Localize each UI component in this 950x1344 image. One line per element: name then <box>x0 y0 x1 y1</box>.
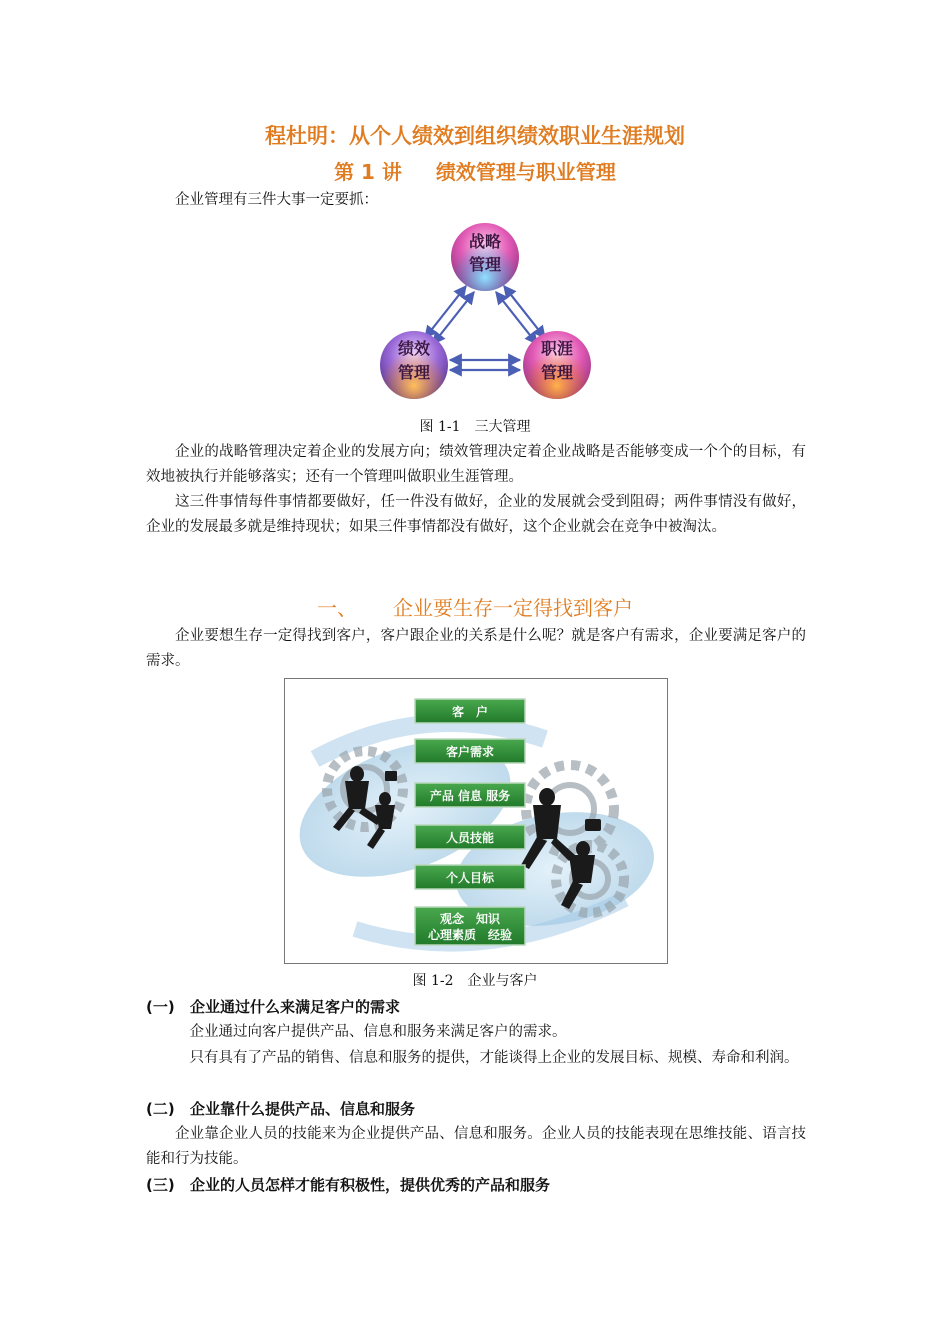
paragraph: 这三件事情每件事情都要做好，任一件没有做好，企业的发展就会受到阻碍；两件事情没有做好，企业的发展最多就是维持现状；如果三件事情都没有做好，这个企业就会在竞争中被淘汰。 <box>146 494 806 535</box>
subsection-heading <box>146 1174 550 1195</box>
subsection-number: (二) <box>146 1100 175 1118</box>
enterprise-customer-diagram <box>284 678 668 964</box>
box-product-info-service: 产品 信息 服务 <box>429 789 511 803</box>
box-customer: 客 户 <box>451 705 489 719</box>
node-career-line1: 职涯 <box>540 339 574 358</box>
node-strategy-line1: 战略 <box>468 232 502 251</box>
box-customer-needs: 客户需求 <box>445 745 495 759</box>
paragraph: 只有具有了产品的销售、信息和服务的提供，才能谈得上企业的发展目标、规模、寿命和利润。 <box>189 1050 799 1066</box>
box-personal-goals: 个人目标 <box>445 871 495 885</box>
figure1-caption: 图 1-1 三大管理 <box>419 419 531 435</box>
paragraph: 企业靠企业人员的技能来为企业提供产品、信息和服务。企业人员的技能表现在思维技能、语言技能和行为技能。 <box>146 1126 806 1167</box>
node-strategy-line2: 管理 <box>468 255 502 274</box>
document-title: 程杜明：从个人绩效到组织绩效职业生涯规划 <box>265 124 685 148</box>
node-performance-line1: 绩效 <box>397 339 431 358</box>
subsection-title: 企业的人员怎样才能有积极性，提供优秀的产品和服务 <box>190 1176 551 1194</box>
section-title: 企业要生存一定得找到客户 <box>393 596 633 620</box>
figure2-caption: 图 1-2 企业与客户 <box>412 973 538 989</box>
subsection-number: (三) <box>146 1176 175 1194</box>
node-strategy <box>451 223 519 291</box>
three-management-diagram <box>370 220 600 402</box>
lecture-number: 第 1 讲 <box>334 160 402 184</box>
node-performance <box>380 331 448 399</box>
subsection-heading <box>146 996 400 1017</box>
node-career <box>523 331 591 399</box>
node-performance-line2: 管理 <box>397 363 431 382</box>
paragraph: 企业要想生存一定得找到客户，客户跟企业的关系是什么呢？就是客户有需求，企业要满足客户的需求。 <box>146 628 806 669</box>
section-heading <box>0 592 950 621</box>
subsection-title: 企业靠什么提供产品、信息和服务 <box>190 1100 416 1118</box>
paragraph: 企业的战略管理决定着企业的发展方向；绩效管理决定着企业战略是否能够变成一个个的目标，有效地被执行并能够落实；还有一个管理叫做职业生涯管理。 <box>146 444 806 485</box>
section-number: 一、 <box>317 596 357 620</box>
node-career-line2: 管理 <box>540 363 574 382</box>
box-staff-skills: 人员技能 <box>445 831 495 845</box>
subsection-title: 企业通过什么来满足客户的需求 <box>190 998 401 1016</box>
intro-text: 企业管理有三件大事一定要抓： <box>175 192 378 208</box>
box-concepts-knowledge: 观念 知识 <box>439 912 501 926</box>
subsection-number: (一) <box>146 998 175 1016</box>
lecture-name: 绩效管理与职业管理 <box>435 160 616 184</box>
lecture-title <box>0 156 950 185</box>
box-psychology-experience: 心理素质 经验 <box>427 928 513 942</box>
paragraph: 企业通过向客户提供产品、信息和服务来满足客户的需求。 <box>189 1024 567 1040</box>
subsection-heading <box>146 1098 415 1119</box>
